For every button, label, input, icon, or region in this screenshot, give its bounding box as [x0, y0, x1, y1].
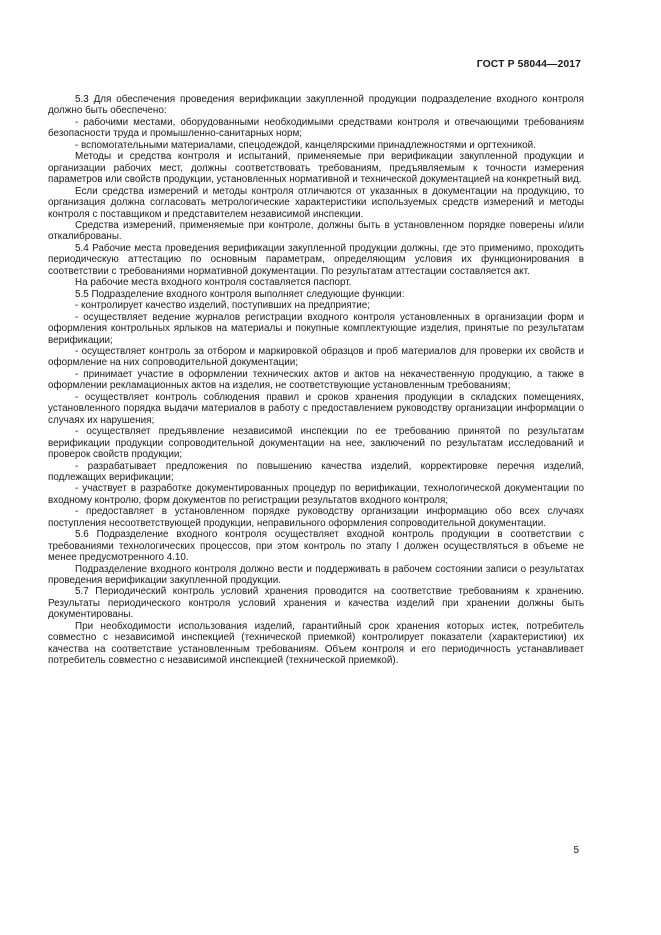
list-item: - осуществляет предъявление независимой инспекции по ее требованию принятой по результатам верификации продукции сопроводительной документации на нее, заключений по результатам исследований и проверок свойств продукции;	[48, 426, 584, 461]
paragraph: Методы и средства контроля и испытаний, применяемые при верификации закупленной продукции и организации рабочих мест, должны соответствовать требованиям, предъявляемым к точности измерения параметров или свойств продукции, установленных нормативной и технической документацией на конкретный вид.	[48, 151, 584, 186]
list-item: - участвует в разработке документированных процедур по верификации, технологической документации по входному контролю, форм документов по регистрации результатов входного контроля;	[48, 483, 584, 506]
paragraph: 5.3 Для обеспечения проведения верификации закупленной продукции подразделение входного контроля должно быть обеспечено:	[48, 94, 584, 117]
paragraph: При необходимости использования изделий, гарантийный срок хранения которых истек, потребитель совместно с независимой инспекцией (технической приемкой) контролирует показатели (характеристики) их качества на соответствие установленным требованиям. Объем контроля и его периодичность устанавливает потребитель совместно с независимой инспекцией (технической приемкой).	[48, 620, 584, 667]
paragraph: Если средства измерений и методы контроля отличаются от указанных в документации на продукцию, то организация должна согласовать метрологические характеристики используемых средств измерений и методы контроля с поставщиком и представителем независимой инспекции.	[48, 185, 584, 220]
list-item: - рабочими местами, оборудованными необходимыми средствами контроля и отвечающими требованиям безопасности труда и промышленно-санитарных норм;	[48, 116, 584, 140]
list-item: - разрабатывает предложения по повышению качества изделий, корректировке перечня изделий, подлежащих верификации;	[48, 460, 584, 483]
document-body	[48, 94, 584, 667]
paragraph: 5.7 Периодический контроль условий хранения проводится на соответствие требованиям к хранению. Результаты периодического контроля условий хранения и качества изделий при хранении должны быть документированы.	[48, 586, 584, 621]
paragraph: Подразделение входного контроля должно вести и поддерживать в рабочем состоянии записи о результатах проведения верификации закупленной продукции.	[48, 563, 584, 587]
list-item: - контролирует качество изделий, поступивших на предприятие;	[75, 300, 371, 312]
list-item: - вспомогательными материалами, спецодеждой, канцелярскими принадлежностями и оргтехникой.	[75, 139, 536, 151]
paragraph: 5.6 Подразделение входного контроля осуществляет входной контроль продукции в соответствии с требованиями технологических процессов, при этом контроль по этапу I должен осуществляться в объеме не менее предусмотренного 4.10.	[48, 529, 584, 564]
list-item: - принимает участие в оформлении технических актов и актов на некачественную продукцию, а также в оформлении рекламационных актов на изделия, не соответствующие установленным требованиям;	[48, 368, 584, 392]
document-header: ГОСТ Р 58044—2017	[476, 59, 581, 70]
paragraph: На рабочие места входного контроля составляется паспорт.	[75, 277, 352, 289]
paragraph: 5.4 Рабочие места проведения верификации закупленной продукции должны, где это применимо, проходить периодическую аттестацию по основным параметрам, определяющим условия их функционирования в соответствии с требованиями нормативной документации. По результатам аттестации составляется акт.	[48, 242, 584, 277]
paragraph: Средства измерений, применяемые при контроле, должны быть в установленном порядке поверены и/или откалиброваны.	[48, 219, 584, 243]
paragraph: 5.5 Подразделение входного контроля выполняет следующие функции:	[75, 288, 405, 300]
list-item: - осуществляет контроль соблюдения правил и сроков хранения продукции в складских помещениях, установленного порядка выдачи материалов в работу с предоставлением руководству организации информации о случаях их нарушения;	[48, 391, 584, 426]
list-item: - предоставляет в установленном порядке руководству организации информацию обо всех случаях поступления несоответствующей продукции, неправильного оформления сопроводительной документации.	[48, 506, 584, 529]
list-item: - осуществляет ведение журналов регистрации входного контроля установленных в организации форм и оформления контрольных ярлыков на материалы и покупные комплектующие изделия, принятые по результатам верификации;	[48, 311, 584, 346]
list-item: - осуществляет контроль за отбором и маркировкой образцов и проб материалов для проверки их свойств и оформление на них сопроводительной документации;	[48, 345, 584, 369]
page-number: 5	[573, 845, 579, 856]
